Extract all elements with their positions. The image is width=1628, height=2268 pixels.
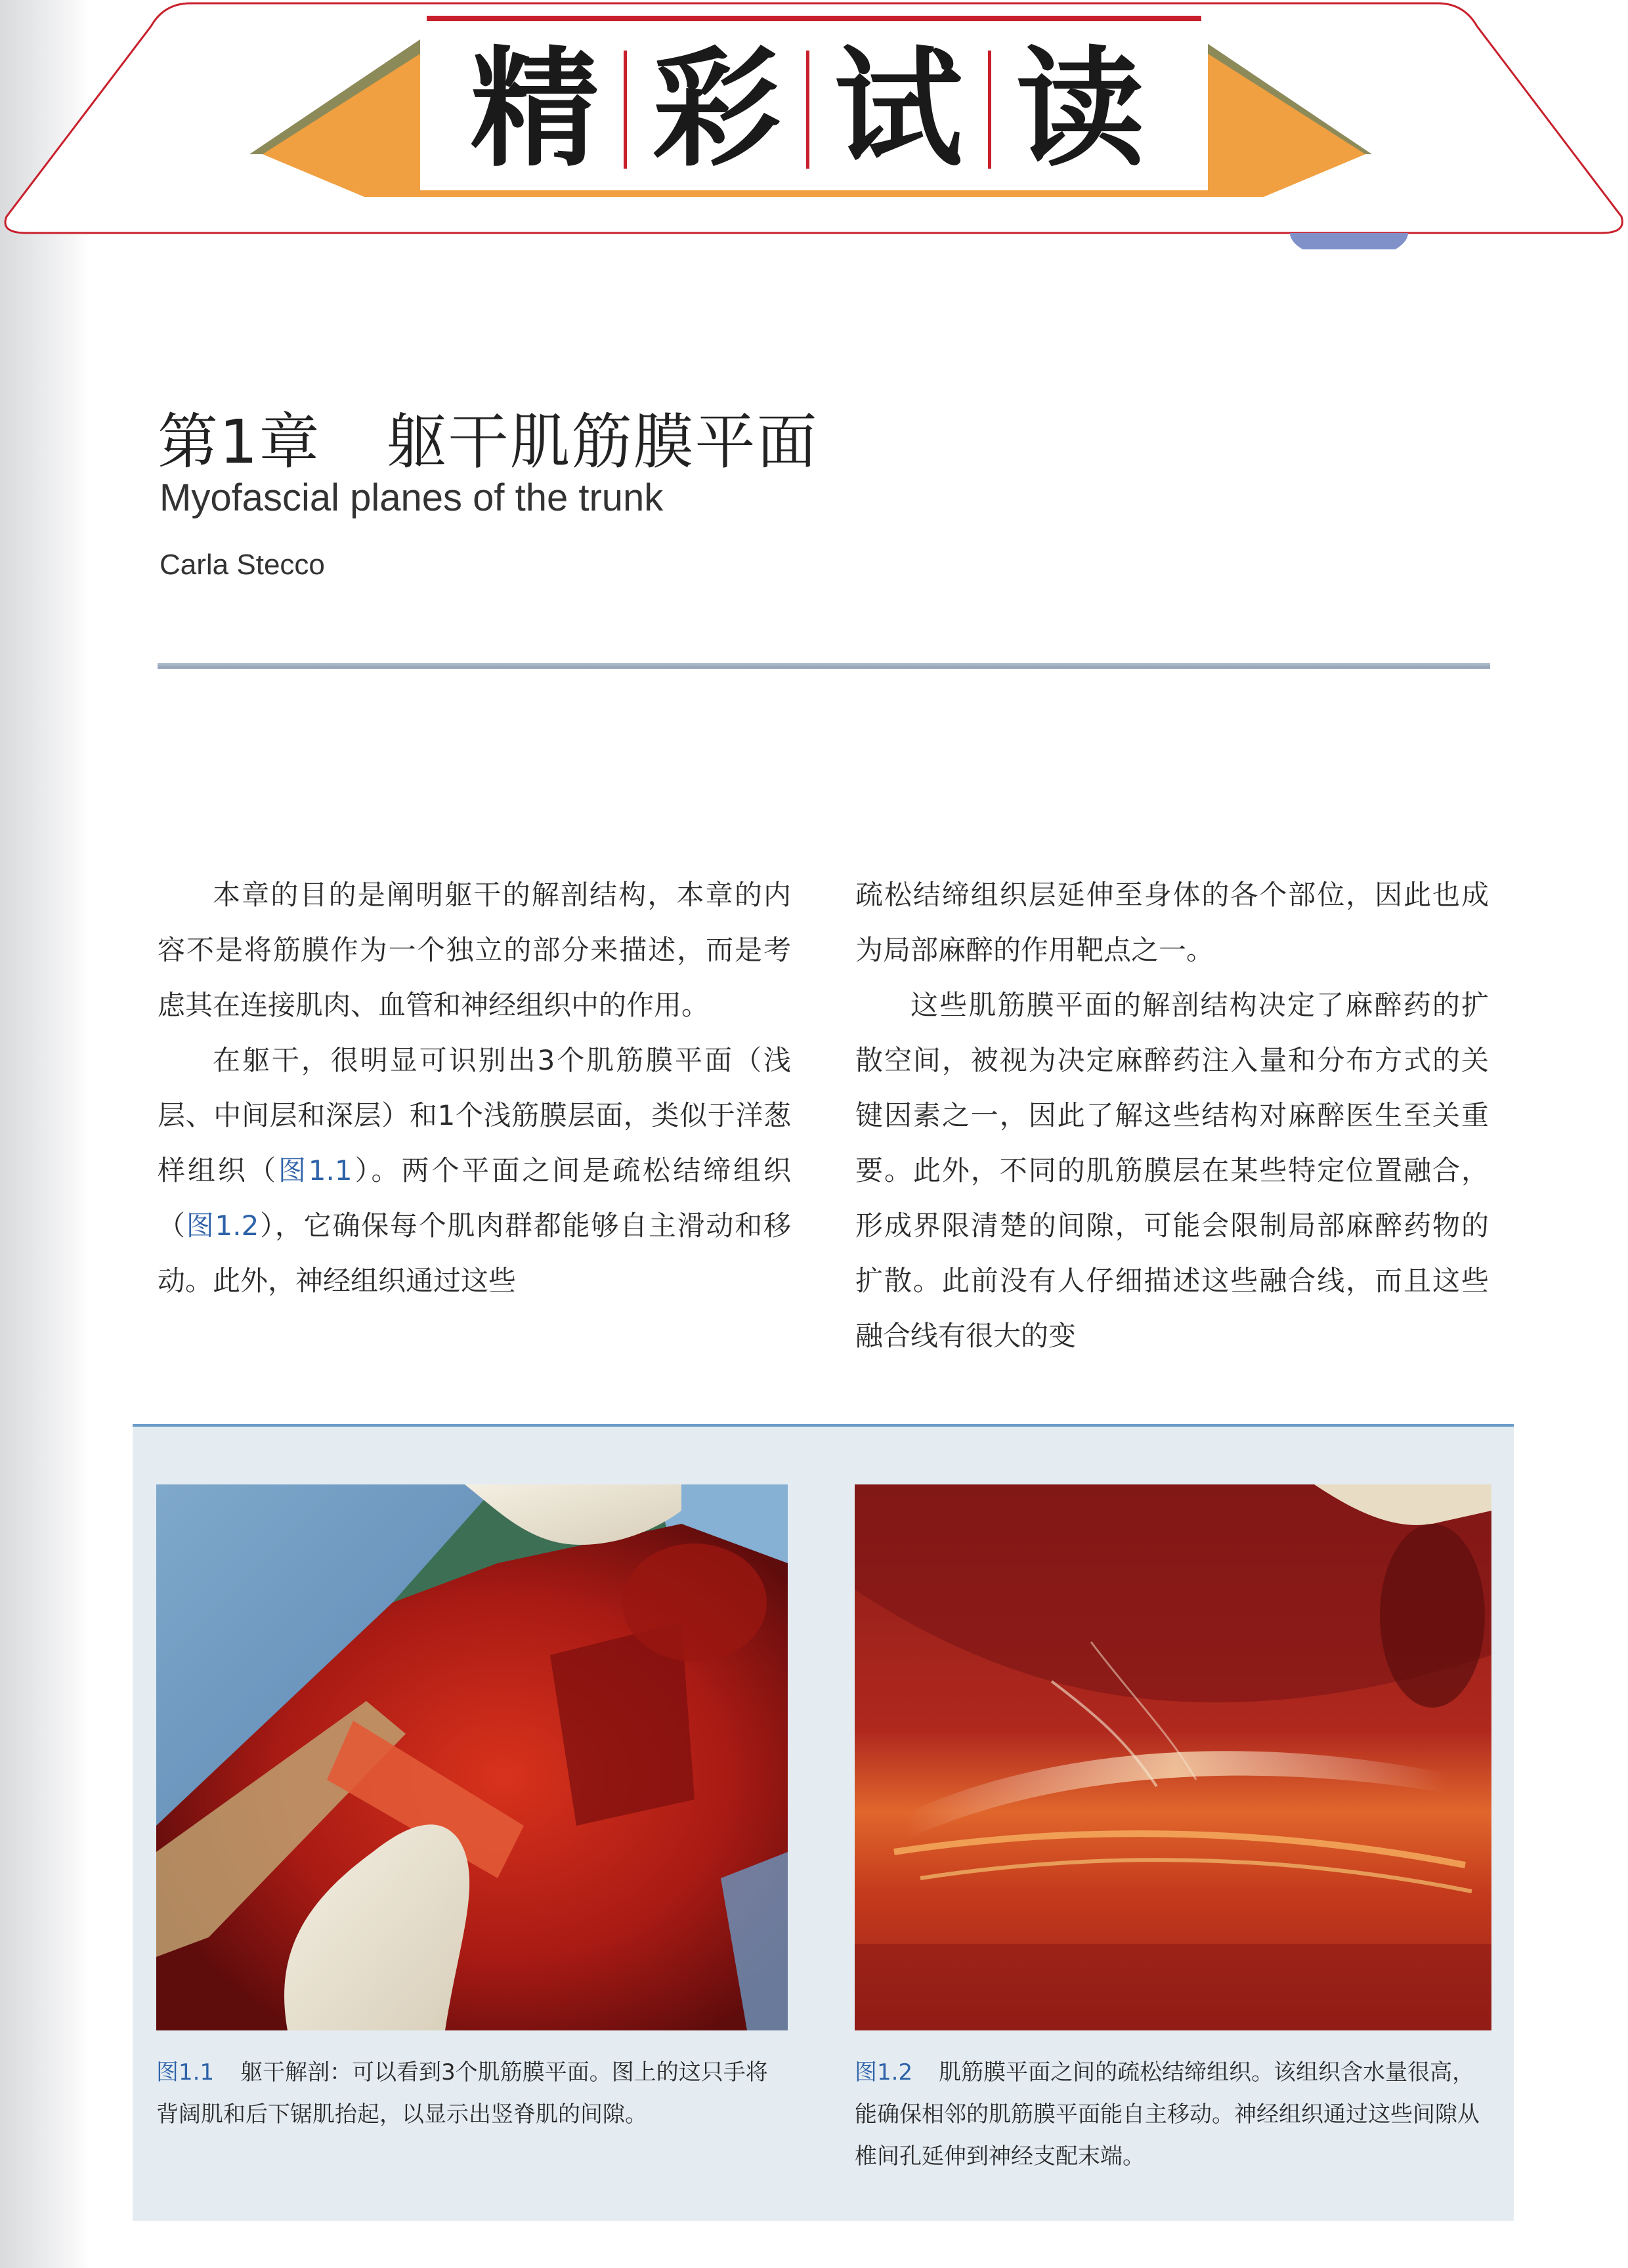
header-banner: [0, 0, 1628, 249]
figure-label: 图1.2: [855, 2059, 913, 2086]
chapter-title-en: Myofascial planes of the trunk: [160, 476, 664, 519]
figure-1-1-caption: [156, 2051, 788, 2135]
body-paragraph: 本章的目的是阐明躯干的解剖结构，本章的内容不是将筋膜作为一个独立的部分来描述，而是考虑其在连接肌肉、血管和神经组织中的作用。: [158, 879, 791, 1021]
banner-char-3: 试: [834, 35, 963, 184]
chapter-title-cn: 躯干肌筋膜平面: [386, 407, 819, 477]
chapter-title: [158, 394, 819, 480]
figure-reference-link[interactable]: 图1.2: [186, 1209, 259, 1242]
figure-label: 图1.1: [156, 2059, 215, 2086]
body-paragraph: 疏松结缔组织层延伸至身体的各个部位，因此也成为局部麻醉的作用靶点之一。: [855, 879, 1489, 966]
book-spine-shadow: [0, 0, 91, 2268]
banner-char-2: 彩: [652, 35, 781, 184]
chapter-number: 第1章: [158, 407, 321, 477]
figure-1-1-photo: [156, 1484, 788, 2030]
chapter-author: Carla Stecco: [160, 549, 325, 581]
caption-text: 肌筋膜平面之间的疏松结缔组织。该组织含水量很高，能确保相邻的肌筋膜平面能自主移动。神经组织通过这些间隙从椎间孔延伸到神经支配末端。: [855, 2059, 1480, 2170]
body-column-right: [855, 868, 1489, 1364]
caption-text: 躯干解剖：可以看到3个肌筋膜平面。图上的这只手将背阔肌和后下锯肌抬起，以显示出竖脊肌的间隙。: [156, 2059, 768, 2128]
chapter-divider: [158, 663, 1490, 669]
banner-char-1: 精: [470, 35, 599, 184]
body-paragraph: [158, 1033, 791, 1309]
figure-1-2-photo: [855, 1484, 1491, 2030]
banner-title: [368, 21, 1247, 198]
body-text: 在躯干，很明显可识别出3个肌筋膜平面（浅层、中间层和深层）和1个浅筋膜层面，类似于洋葱样组织（: [158, 1044, 791, 1186]
body-column-left: [158, 868, 791, 1309]
body-text: ），它确保每个肌肉群都能够自主滑动和移动。此外，神经组织通过这些: [158, 1209, 791, 1297]
figure-reference-link[interactable]: 图1.1: [278, 1154, 353, 1186]
banner-char-4: 读: [1016, 35, 1145, 184]
figure-1-2-caption: [855, 2051, 1491, 2177]
body-paragraph: 这些肌筋膜平面的解剖结构决定了麻醉药的扩散空间，被视为决定麻醉药注入量和分布方式的关键因素之一，因此了解这些结构对麻醉医生至关重要。此外，不同的肌筋膜层在某些特定位置融合，形成界限清楚的间隙，可能会限制局部麻醉药物的扩散。此前没有人仔细描述这些融合线，而且这些融合线有很大的变: [855, 989, 1489, 1352]
body-text: ）。两个平面之间是疏松结缔组织（: [158, 1154, 791, 1242]
